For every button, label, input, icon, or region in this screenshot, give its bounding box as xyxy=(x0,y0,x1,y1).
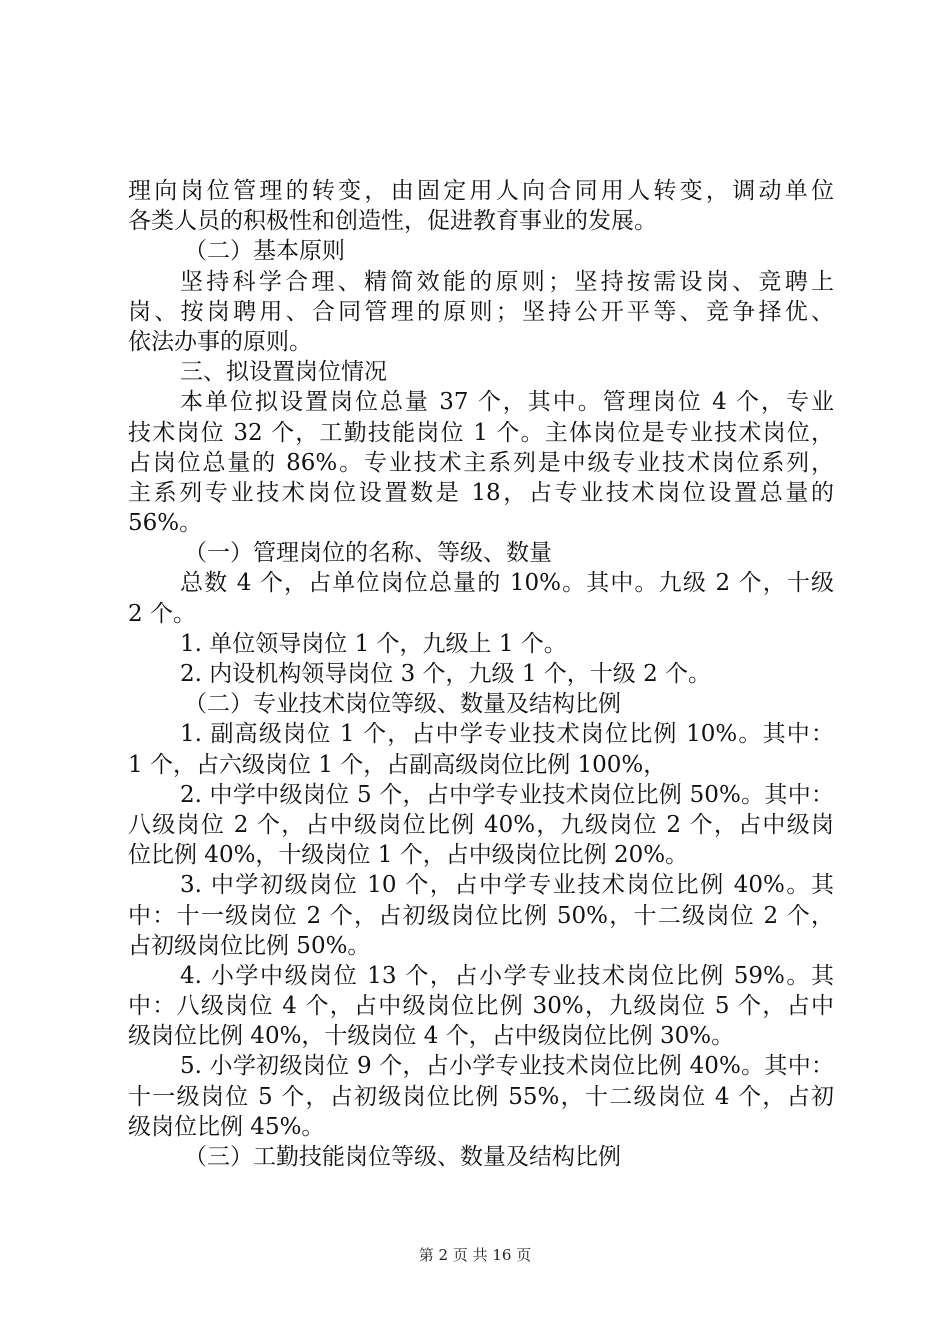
text-line: 2 个。 xyxy=(128,600,196,627)
text-line: 中：八级岗位 4 个，占中级岗位比例 30%，九级岗位 5 个，占中 xyxy=(128,993,834,1020)
text-line: 1. 单位领导岗位 1 个，九级上 1 个。 xyxy=(180,630,567,657)
text-line: 理向岗位管理的转变，由固定用人向合同用人转变，调动单位 xyxy=(128,178,834,204)
text-line: 依法办事的原则。 xyxy=(128,328,312,355)
text-line: 主系列专业技术岗位设置数是 18，占专业技术岗位设置总量的 xyxy=(128,479,834,506)
text-line: （二）专业技术岗位等级、数量及结构比例 xyxy=(184,691,621,718)
text-line: （二）基本原则 xyxy=(184,238,345,265)
text-line: 位比例 40%，十级岗位 1 个，占中级岗位比例 20%。 xyxy=(128,842,689,869)
text-line: 占初级岗位比例 50%。 xyxy=(128,932,371,959)
text-line: 技术岗位 32 个，工勤技能岗位 1 个。主体岗位是专业技术岗位， xyxy=(128,419,834,446)
text-line: 三、拟设置岗位情况 xyxy=(180,359,387,386)
text-line: 5. 小学初级岗位 9 个，占小学专业技术岗位比例 40%。其中： xyxy=(180,1053,834,1080)
text-line: 1 个，占六级岗位 1 个，占副高级岗位比例 100%， xyxy=(128,751,667,778)
text-line: 1. 副高级岗位 1 个，占中学专业技术岗位比例 10%。其中： xyxy=(180,721,834,748)
page-footer: 第 2 页 共 16 页 xyxy=(418,1246,532,1264)
text-line: 岗、按岗聘用、合同管理的原则；坚持公开平等、竞争择优、 xyxy=(128,298,834,325)
text-line: 占岗位总量的 86%。专业技术主系列是中级专业技术岗位系列， xyxy=(128,449,834,476)
text-line: 本单位拟设置岗位总量 37 个，其中。管理岗位 4 个，专业 xyxy=(180,389,834,416)
text-line: 八级岗位 2 个，占中级岗位比例 40%，九级岗位 2 个，占中级岗 xyxy=(128,811,834,838)
text-line: 坚持科学合理、精简效能的原则；坚持按需设岗、竞聘上 xyxy=(180,268,834,295)
text-line: 3. 中学初级岗位 10 个，占中学专业技术岗位比例 40%。其 xyxy=(180,872,834,899)
text-line: 总数 4 个，占单位岗位总量的 10%。其中。九级 2 个，十级 xyxy=(180,570,834,597)
text-line: 4. 小学中级岗位 13 个，占小学专业技术岗位比例 59%。其 xyxy=(180,962,834,989)
text-line: （一）管理岗位的名称、等级、数量 xyxy=(184,540,552,567)
text-line: 级岗位比例 40%，十级岗位 4 个，占中级岗位比例 30%。 xyxy=(128,1023,735,1050)
text-line: 2. 内设机构领导岗位 3 个，九级 1 个，十级 2 个。 xyxy=(180,661,712,687)
text-line: （三）工勤技能岗位等级、数量及结构比例 xyxy=(184,1144,621,1170)
text-line: 各类人员的积极性和创造性，促进教育事业的发展。 xyxy=(128,208,657,235)
text-line: 2. 中学中级岗位 5 个，占中学专业技术岗位比例 50%。其中： xyxy=(180,781,834,808)
text-line: 十一级岗位 5 个，占初级岗位比例 55%，十二级岗位 4 个，占初 xyxy=(128,1083,834,1110)
text-line: 56%。 xyxy=(128,510,203,537)
document-body xyxy=(128,176,834,1172)
text-line: 级岗位比例 45%。 xyxy=(128,1113,325,1140)
text-line: 中：十一级岗位 2 个，占初级岗位比例 50%，十二级岗位 2 个， xyxy=(128,902,834,929)
